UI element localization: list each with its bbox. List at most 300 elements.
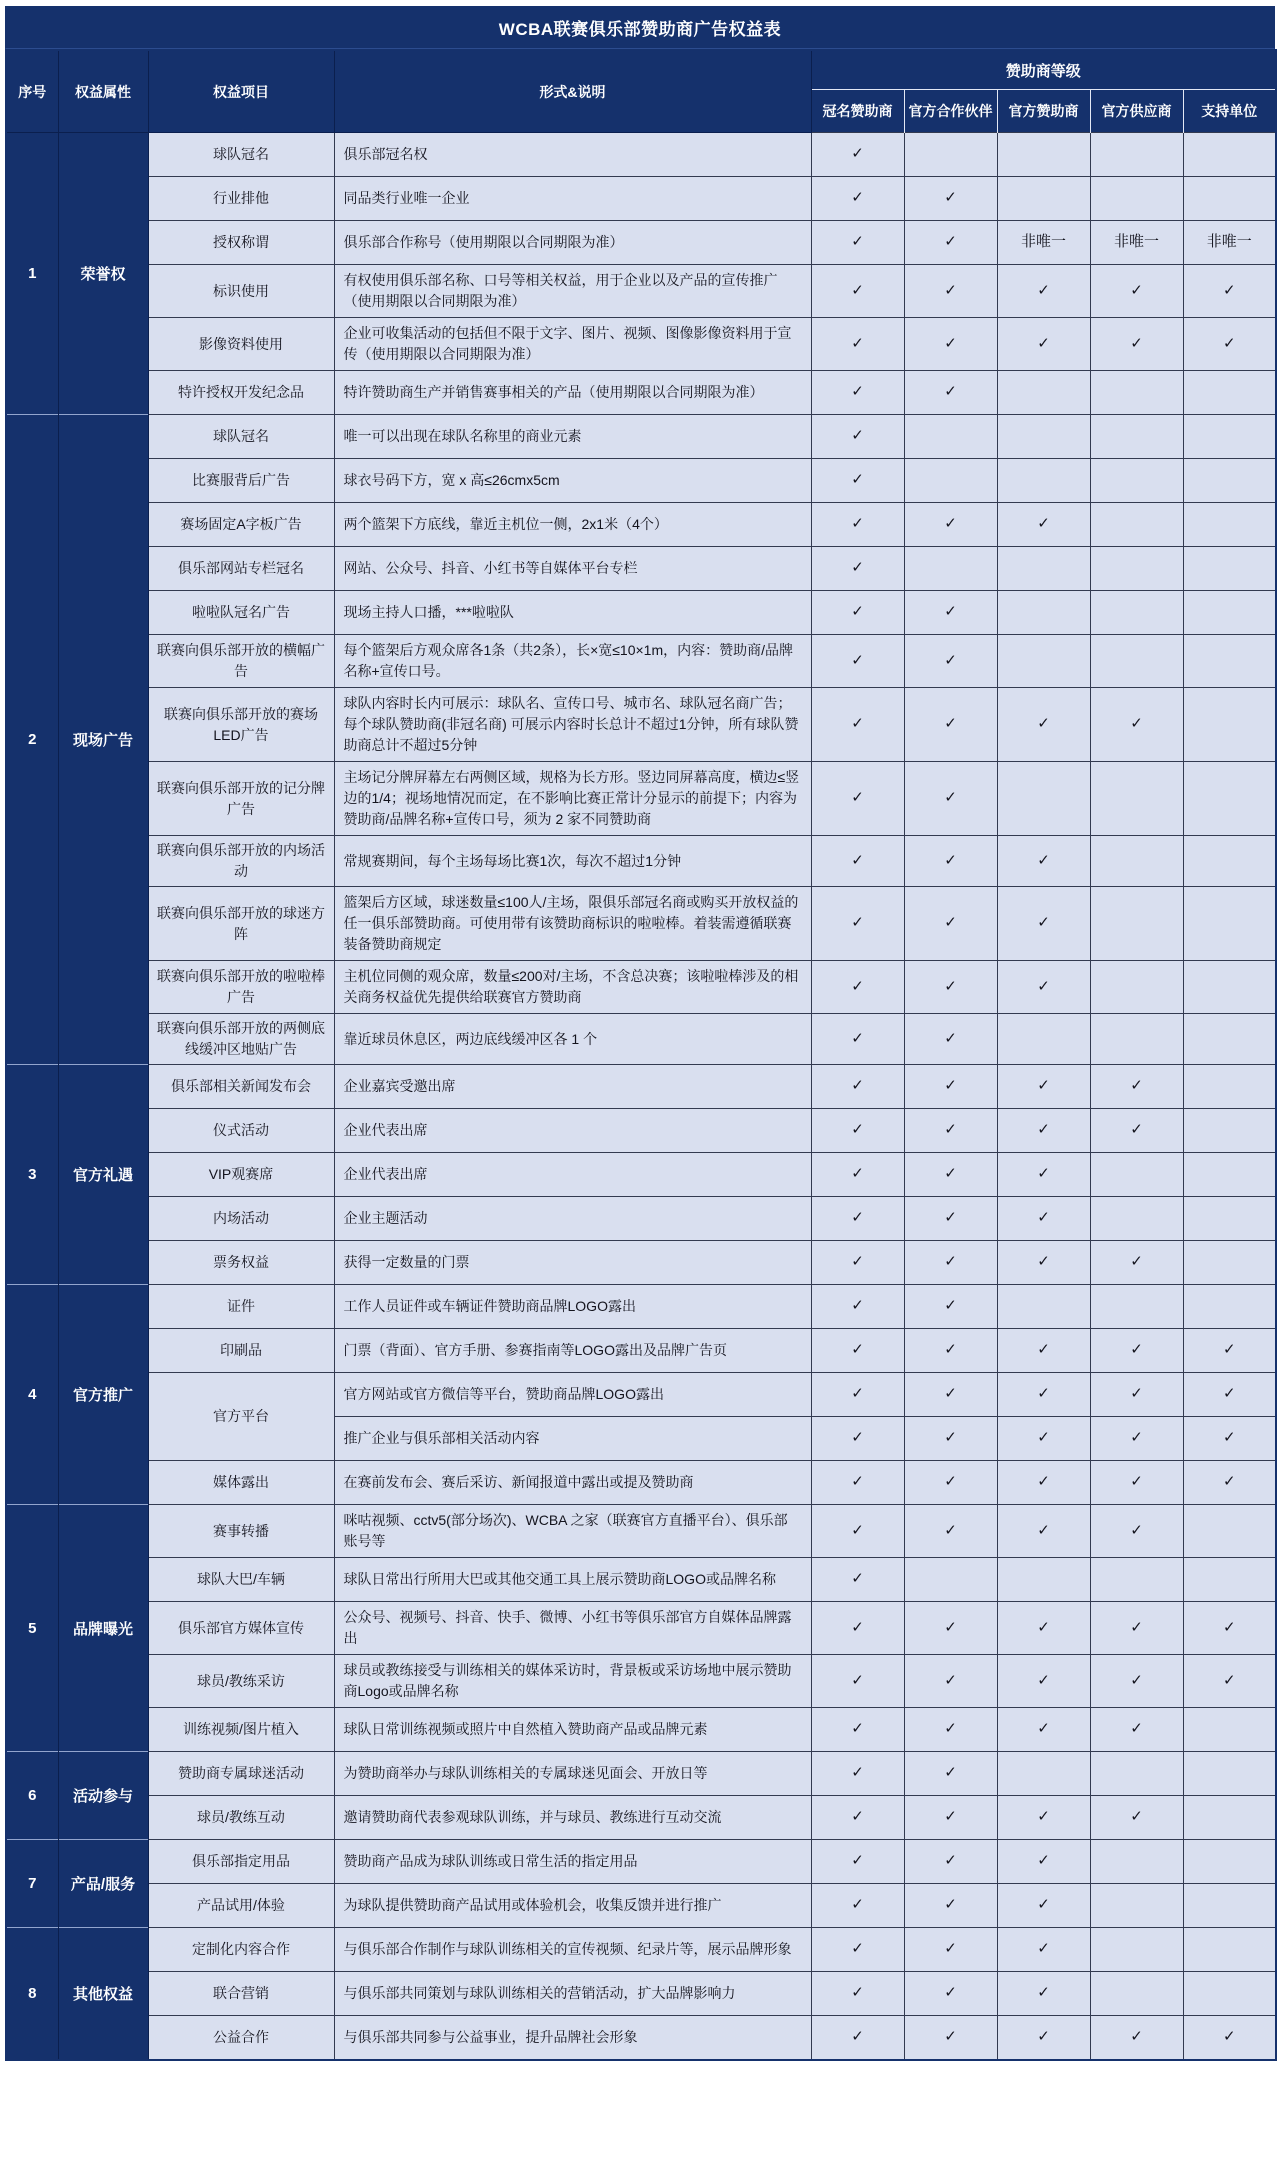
empty-mark-cell <box>1183 1796 1276 1840</box>
check-mark-cell: ✓ <box>997 1884 1090 1928</box>
check-mark-cell: ✓ <box>997 1505 1090 1558</box>
empty-mark-cell <box>1183 1285 1276 1329</box>
check-mark-cell: ✓ <box>811 1197 904 1241</box>
empty-mark-cell <box>997 1558 1090 1602</box>
form-cell: 篮架后方区域，球迷数量≤100人/主场，限俱乐部冠名商或购买开放权益的任一俱乐部赞助商。可使用带有该赞助商标识的啦啦棒。着装需遵循联赛装备赞助商规定 <box>334 887 811 961</box>
item-cell: VIP观赛席 <box>148 1153 334 1197</box>
item-cell: 球队大巴/车辆 <box>148 1558 334 1602</box>
check-mark-cell: ✓ <box>904 1329 997 1373</box>
check-mark-cell: ✓ <box>904 961 997 1014</box>
check-mark-cell: ✓ <box>1090 1109 1183 1153</box>
empty-mark-cell <box>1183 1197 1276 1241</box>
check-mark-cell: ✓ <box>997 1796 1090 1840</box>
table-row <box>6 1241 1276 1285</box>
col-header-level-title-sponsor: 冠名赞助商 <box>811 90 904 133</box>
item-cell: 比赛服背后广告 <box>148 459 334 503</box>
form-cell: 工作人员证件或车辆证件赞助商品牌LOGO露出 <box>334 1285 811 1329</box>
check-mark-cell: ✓ <box>997 1153 1090 1197</box>
empty-mark-cell <box>997 1752 1090 1796</box>
empty-mark-cell <box>1090 1558 1183 1602</box>
check-mark-cell: ✓ <box>811 1840 904 1884</box>
check-mark-cell: ✓ <box>811 1373 904 1417</box>
check-mark-cell: ✓ <box>997 1928 1090 1972</box>
check-mark-cell: ✓ <box>904 635 997 688</box>
empty-mark-cell <box>1183 1241 1276 1285</box>
empty-mark-cell <box>1183 547 1276 591</box>
check-mark-cell: ✓ <box>904 2016 997 2060</box>
check-mark-cell: ✓ <box>811 503 904 547</box>
check-mark-cell: ✓ <box>997 503 1090 547</box>
item-cell: 产品试用/体验 <box>148 1884 334 1928</box>
table-row <box>6 1972 1276 2016</box>
item-cell: 联赛向俱乐部开放的赛场LED广告 <box>148 688 334 762</box>
check-mark-cell: ✓ <box>997 887 1090 961</box>
empty-mark-cell <box>997 459 1090 503</box>
item-cell: 训练视频/图片植入 <box>148 1708 334 1752</box>
empty-mark-cell <box>904 133 997 177</box>
check-mark-cell: ✓ <box>811 762 904 836</box>
check-mark-cell: ✓ <box>811 459 904 503</box>
form-cell: 球衣号码下方，宽 x 高≤26cmx5cm <box>334 459 811 503</box>
empty-mark-cell <box>997 1285 1090 1329</box>
check-mark-cell: ✓ <box>1183 318 1276 371</box>
check-mark-cell: ✓ <box>904 371 997 415</box>
table-row <box>6 836 1276 887</box>
group-number-cell: 6 <box>6 1752 58 1840</box>
check-mark-cell: ✓ <box>904 1752 997 1796</box>
form-cell: 球员或教练接受与训练相关的媒体采访时，背景板或采访场地中展示赞助商Logo或品牌名称 <box>334 1655 811 1708</box>
check-mark-cell: ✓ <box>811 415 904 459</box>
check-mark-cell: ✓ <box>904 688 997 762</box>
check-mark-cell: ✓ <box>811 1461 904 1505</box>
check-mark-cell: ✓ <box>1183 265 1276 318</box>
check-mark-cell: ✓ <box>904 1065 997 1109</box>
check-mark-cell: ✓ <box>997 1655 1090 1708</box>
check-mark-cell: ✓ <box>904 1109 997 1153</box>
group-number-cell: 4 <box>6 1285 58 1505</box>
check-mark-cell: ✓ <box>997 1602 1090 1655</box>
table-row <box>6 1840 1276 1884</box>
check-mark-cell: ✓ <box>811 1972 904 2016</box>
empty-mark-cell <box>904 459 997 503</box>
check-mark-cell: ✓ <box>811 1796 904 1840</box>
group-attribute-cell: 荣誉权 <box>58 133 148 415</box>
check-mark-cell: ✓ <box>904 1602 997 1655</box>
item-cell: 赞助商专属球迷活动 <box>148 1752 334 1796</box>
form-cell: 球队日常训练视频或照片中自然植入赞助商产品或品牌元素 <box>334 1708 811 1752</box>
check-mark-cell: ✓ <box>904 591 997 635</box>
check-mark-cell: ✓ <box>997 1708 1090 1752</box>
item-cell: 公益合作 <box>148 2016 334 2060</box>
check-mark-cell: ✓ <box>1183 1373 1276 1417</box>
empty-mark-cell <box>904 1558 997 1602</box>
empty-mark-cell <box>997 762 1090 836</box>
empty-mark-cell <box>1183 1708 1276 1752</box>
empty-mark-cell <box>1090 1928 1183 1972</box>
empty-mark-cell <box>1183 1840 1276 1884</box>
empty-mark-cell <box>1090 547 1183 591</box>
check-mark-cell: ✓ <box>1090 1796 1183 1840</box>
empty-mark-cell <box>1183 133 1276 177</box>
check-mark-cell: ✓ <box>904 1708 997 1752</box>
check-mark-cell: ✓ <box>997 265 1090 318</box>
empty-mark-cell <box>1090 415 1183 459</box>
col-header-level-official-sponsor: 官方赞助商 <box>997 90 1090 133</box>
group-attribute-cell: 活动参与 <box>58 1752 148 1840</box>
empty-mark-cell <box>904 415 997 459</box>
check-mark-cell: ✓ <box>1090 1329 1183 1373</box>
form-cell: 网站、公众号、抖音、小红书等自媒体平台专栏 <box>334 547 811 591</box>
col-header-level-official-supplier: 官方供应商 <box>1090 90 1183 133</box>
empty-mark-cell <box>1183 1505 1276 1558</box>
col-header-level-support-unit: 支持单位 <box>1183 90 1276 133</box>
check-mark-cell: ✓ <box>1090 1461 1183 1505</box>
check-mark-cell: ✓ <box>904 1373 997 1417</box>
empty-mark-cell <box>1090 1840 1183 1884</box>
form-cell: 两个篮架下方底线，靠近主机位一侧，2x1米（4个） <box>334 503 811 547</box>
col-header-attribute: 权益属性 <box>58 50 148 133</box>
check-mark-cell: ✓ <box>1090 1505 1183 1558</box>
empty-mark-cell <box>1183 1153 1276 1197</box>
check-mark-cell: ✓ <box>1090 1417 1183 1461</box>
check-mark-cell: ✓ <box>811 221 904 265</box>
table-row <box>6 635 1276 688</box>
table-row <box>6 1796 1276 1840</box>
check-mark-cell: ✓ <box>811 1884 904 1928</box>
check-mark-cell: ✓ <box>904 1241 997 1285</box>
table-row <box>6 371 1276 415</box>
empty-mark-cell <box>1090 635 1183 688</box>
item-cell: 球队冠名 <box>148 415 334 459</box>
item-cell: 票务权益 <box>148 1241 334 1285</box>
check-mark-cell: ✓ <box>997 1972 1090 2016</box>
empty-mark-cell <box>1090 961 1183 1014</box>
item-cell: 特许授权开发纪念品 <box>148 371 334 415</box>
group-number-cell: 8 <box>6 1928 58 2060</box>
form-cell: 邀请赞助商代表参观球队训练，并与球员、教练进行互动交流 <box>334 1796 811 1840</box>
check-mark-cell: ✓ <box>904 318 997 371</box>
table-row <box>6 1373 1276 1417</box>
check-mark-cell: ✓ <box>811 1752 904 1796</box>
check-mark-cell: ✓ <box>997 961 1090 1014</box>
item-cell: 球员/教练互动 <box>148 1796 334 1840</box>
empty-mark-cell <box>997 1014 1090 1065</box>
form-cell: 靠近球员休息区，两边底线缓冲区各 1 个 <box>334 1014 811 1065</box>
empty-mark-cell <box>1090 503 1183 547</box>
check-mark-cell: ✓ <box>1183 1329 1276 1373</box>
empty-mark-cell <box>1090 887 1183 961</box>
check-mark-cell: ✓ <box>811 371 904 415</box>
check-mark-cell: ✓ <box>904 1655 997 1708</box>
form-cell: 现场主持人口播，***啦啦队 <box>334 591 811 635</box>
empty-mark-cell <box>1090 1153 1183 1197</box>
check-mark-cell: ✓ <box>811 1928 904 1972</box>
check-mark-cell: ✓ <box>904 762 997 836</box>
empty-mark-cell <box>1183 688 1276 762</box>
form-cell: 门票（背面）、官方手册、参赛指南等LOGO露出及品牌广告页 <box>334 1329 811 1373</box>
check-mark-cell: ✓ <box>904 1285 997 1329</box>
group-number-cell: 7 <box>6 1840 58 1928</box>
item-cell: 联合营销 <box>148 1972 334 2016</box>
empty-mark-cell <box>1183 1972 1276 2016</box>
table-row <box>6 1558 1276 1602</box>
check-mark-cell: ✓ <box>811 961 904 1014</box>
empty-mark-cell <box>997 371 1090 415</box>
col-header-item: 权益项目 <box>148 50 334 133</box>
empty-mark-cell <box>1183 762 1276 836</box>
table-row <box>6 133 1276 177</box>
empty-mark-cell <box>1183 459 1276 503</box>
check-mark-cell: ✓ <box>997 1461 1090 1505</box>
check-mark-cell: ✓ <box>904 836 997 887</box>
empty-mark-cell <box>1183 836 1276 887</box>
check-mark-cell: ✓ <box>904 1840 997 1884</box>
item-cell: 赛事转播 <box>148 1505 334 1558</box>
table-row <box>6 459 1276 503</box>
header-row-top <box>6 50 1276 90</box>
table-row <box>6 1014 1276 1065</box>
sponsor-rights-table <box>5 49 1277 2061</box>
item-cell: 证件 <box>148 1285 334 1329</box>
page-title: WCBA联赛俱乐部赞助商广告权益表 <box>5 6 1275 49</box>
check-mark-cell: ✓ <box>811 1065 904 1109</box>
check-mark-cell: ✓ <box>1090 1065 1183 1109</box>
check-mark-cell: ✓ <box>811 1558 904 1602</box>
empty-mark-cell <box>1183 1558 1276 1602</box>
check-mark-cell: ✓ <box>1090 2016 1183 2060</box>
group-number-cell: 3 <box>6 1065 58 1285</box>
empty-mark-cell <box>1183 1928 1276 1972</box>
empty-mark-cell <box>1090 133 1183 177</box>
check-mark-cell: ✓ <box>997 1241 1090 1285</box>
check-mark-cell: ✓ <box>811 688 904 762</box>
empty-mark-cell <box>1183 1752 1276 1796</box>
check-mark-cell: ✓ <box>1183 1461 1276 1505</box>
check-mark-cell: ✓ <box>1090 1241 1183 1285</box>
check-mark-cell: ✓ <box>904 221 997 265</box>
form-cell: 与俱乐部共同参与公益事业，提升品牌社会形象 <box>334 2016 811 2060</box>
group-attribute-cell: 现场广告 <box>58 415 148 1065</box>
item-cell: 俱乐部官方媒体宣传 <box>148 1602 334 1655</box>
table-row <box>6 1461 1276 1505</box>
empty-mark-cell <box>1183 503 1276 547</box>
col-header-sponsor-level-group: 赞助商等级 <box>811 50 1276 90</box>
check-mark-cell: ✓ <box>997 688 1090 762</box>
item-cell: 行业排他 <box>148 177 334 221</box>
form-cell: 主机位同侧的观众席，数量≤200对/主场，不含总决赛；该啦啦棒涉及的相关商务权益优先提供给联赛官方赞助商 <box>334 961 811 1014</box>
table-row <box>6 1655 1276 1708</box>
form-cell: 与俱乐部共同策划与球队训练相关的营销活动，扩大品牌影响力 <box>334 1972 811 2016</box>
form-cell: 俱乐部冠名权 <box>334 133 811 177</box>
form-cell: 公众号、视频号、抖音、快手、微博、小红书等俱乐部官方自媒体品牌露出 <box>334 1602 811 1655</box>
form-cell: 每个篮架后方观众席各1条（共2条），长×宽≤10×1m，内容：赞助商/品牌名称+宣传口号。 <box>334 635 811 688</box>
table-row <box>6 1752 1276 1796</box>
check-mark-cell: ✓ <box>904 1505 997 1558</box>
empty-mark-cell <box>1090 371 1183 415</box>
check-mark-cell: ✓ <box>904 1461 997 1505</box>
item-cell: 内场活动 <box>148 1197 334 1241</box>
check-mark-cell: ✓ <box>904 1928 997 1972</box>
check-mark-cell: ✓ <box>811 1014 904 1065</box>
form-cell: 唯一可以出现在球队名称里的商业元素 <box>334 415 811 459</box>
form-cell: 为赞助商举办与球队训练相关的专属球迷见面会、开放日等 <box>334 1752 811 1796</box>
item-cell: 联赛向俱乐部开放的内场活动 <box>148 836 334 887</box>
item-cell: 授权称谓 <box>148 221 334 265</box>
check-mark-cell: ✓ <box>904 265 997 318</box>
check-mark-cell: ✓ <box>811 1329 904 1373</box>
item-cell: 俱乐部相关新闻发布会 <box>148 1065 334 1109</box>
check-mark-cell: ✓ <box>904 177 997 221</box>
table-body <box>6 133 1276 2060</box>
form-cell: 企业代表出席 <box>334 1109 811 1153</box>
check-mark-cell: ✓ <box>997 1417 1090 1461</box>
table-header <box>6 50 1276 133</box>
group-attribute-cell: 产品/服务 <box>58 1840 148 1928</box>
item-cell: 影像资料使用 <box>148 318 334 371</box>
empty-mark-cell <box>997 635 1090 688</box>
empty-mark-cell <box>904 547 997 591</box>
empty-mark-cell <box>1183 371 1276 415</box>
table-row <box>6 221 1276 265</box>
empty-mark-cell <box>1183 591 1276 635</box>
check-mark-cell: ✓ <box>811 547 904 591</box>
item-cell: 标识使用 <box>148 265 334 318</box>
item-cell: 赛场固定A字板广告 <box>148 503 334 547</box>
table-row <box>6 591 1276 635</box>
check-mark-cell: ✓ <box>1090 318 1183 371</box>
table-row <box>6 318 1276 371</box>
empty-mark-cell <box>1090 459 1183 503</box>
check-mark-cell: ✓ <box>904 1153 997 1197</box>
empty-mark-cell <box>997 547 1090 591</box>
form-cell: 特许赞助商生产并销售赛事相关的产品（使用期限以合同期限为准） <box>334 371 811 415</box>
check-mark-cell: ✓ <box>811 887 904 961</box>
empty-mark-cell <box>1090 1972 1183 2016</box>
check-mark-cell: ✓ <box>811 836 904 887</box>
item-cell: 媒体露出 <box>148 1461 334 1505</box>
group-number-cell: 1 <box>6 133 58 415</box>
empty-mark-cell <box>997 133 1090 177</box>
table-row <box>6 688 1276 762</box>
check-mark-cell: ✓ <box>811 1153 904 1197</box>
item-cell: 球队冠名 <box>148 133 334 177</box>
table-row <box>6 1285 1276 1329</box>
empty-mark-cell <box>1090 1884 1183 1928</box>
item-cell: 球员/教练采访 <box>148 1655 334 1708</box>
non-exclusive-mark-cell: 非唯一 <box>1183 221 1276 265</box>
empty-mark-cell <box>1090 836 1183 887</box>
empty-mark-cell <box>1090 762 1183 836</box>
check-mark-cell: ✓ <box>811 1109 904 1153</box>
check-mark-cell: ✓ <box>811 1602 904 1655</box>
empty-mark-cell <box>1090 1197 1183 1241</box>
check-mark-cell: ✓ <box>997 1329 1090 1373</box>
group-attribute-cell: 品牌曝光 <box>58 1505 148 1752</box>
empty-mark-cell <box>1183 887 1276 961</box>
table-row <box>6 1602 1276 1655</box>
check-mark-cell: ✓ <box>811 318 904 371</box>
table-row <box>6 1109 1276 1153</box>
item-cell: 联赛向俱乐部开放的两侧底线缓冲区地贴广告 <box>148 1014 334 1065</box>
form-cell: 有权使用俱乐部名称、口号等相关权益，用于企业以及产品的宣传推广（使用期限以合同期限为准） <box>334 265 811 318</box>
item-cell: 俱乐部网站专栏冠名 <box>148 547 334 591</box>
col-header-level-official-partner: 官方合作伙伴 <box>904 90 997 133</box>
check-mark-cell: ✓ <box>1183 1602 1276 1655</box>
item-cell: 仪式活动 <box>148 1109 334 1153</box>
check-mark-cell: ✓ <box>811 133 904 177</box>
non-exclusive-mark-cell: 非唯一 <box>1090 221 1183 265</box>
form-cell: 与俱乐部合作制作与球队训练相关的宣传视频、纪录片等，展示品牌形象 <box>334 1928 811 1972</box>
check-mark-cell: ✓ <box>904 503 997 547</box>
check-mark-cell: ✓ <box>1090 1708 1183 1752</box>
check-mark-cell: ✓ <box>811 591 904 635</box>
group-attribute-cell: 官方礼遇 <box>58 1065 148 1285</box>
form-cell: 俱乐部合作称号（使用期限以合同期限为准） <box>334 221 811 265</box>
check-mark-cell: ✓ <box>1090 688 1183 762</box>
check-mark-cell: ✓ <box>811 1505 904 1558</box>
empty-mark-cell <box>1183 415 1276 459</box>
table-row <box>6 2016 1276 2060</box>
empty-mark-cell <box>1090 1285 1183 1329</box>
group-number-cell: 2 <box>6 415 58 1065</box>
empty-mark-cell <box>1090 177 1183 221</box>
form-cell: 企业代表出席 <box>334 1153 811 1197</box>
check-mark-cell: ✓ <box>1183 1655 1276 1708</box>
item-cell: 印刷品 <box>148 1329 334 1373</box>
form-cell: 赞助商产品成为球队训练或日常生活的指定用品 <box>334 1840 811 1884</box>
check-mark-cell: ✓ <box>997 1109 1090 1153</box>
empty-mark-cell <box>1183 177 1276 221</box>
item-cell: 联赛向俱乐部开放的球迷方阵 <box>148 887 334 961</box>
group-attribute-cell: 官方推广 <box>58 1285 148 1505</box>
check-mark-cell: ✓ <box>997 1197 1090 1241</box>
empty-mark-cell <box>997 591 1090 635</box>
form-cell: 为球队提供赞助商产品试用或体验机会，收集反馈并进行推广 <box>334 1884 811 1928</box>
table-row <box>6 1197 1276 1241</box>
check-mark-cell: ✓ <box>997 2016 1090 2060</box>
table-row <box>6 265 1276 318</box>
empty-mark-cell <box>1090 1752 1183 1796</box>
check-mark-cell: ✓ <box>904 1197 997 1241</box>
item-cell: 联赛向俱乐部开放的横幅广告 <box>148 635 334 688</box>
form-cell: 获得一定数量的门票 <box>334 1241 811 1285</box>
check-mark-cell: ✓ <box>1090 1373 1183 1417</box>
item-cell: 联赛向俱乐部开放的记分牌广告 <box>148 762 334 836</box>
form-cell: 球队内容时长内可展示：球队名、宣传口号、城市名、球队冠名商广告；每个球队赞助商(非冠名商) 可展示内容时长总计不超过1分钟，所有球队赞助商总计不超过5分钟 <box>334 688 811 762</box>
check-mark-cell: ✓ <box>811 635 904 688</box>
check-mark-cell: ✓ <box>811 177 904 221</box>
check-mark-cell: ✓ <box>1183 2016 1276 2060</box>
check-mark-cell: ✓ <box>1090 1655 1183 1708</box>
empty-mark-cell <box>1090 591 1183 635</box>
table-row <box>6 762 1276 836</box>
table-row <box>6 1928 1276 1972</box>
check-mark-cell: ✓ <box>904 1417 997 1461</box>
check-mark-cell: ✓ <box>997 1373 1090 1417</box>
table-row <box>6 547 1276 591</box>
group-attribute-cell: 其他权益 <box>58 1928 148 2060</box>
check-mark-cell: ✓ <box>904 1972 997 2016</box>
empty-mark-cell <box>1090 1014 1183 1065</box>
check-mark-cell: ✓ <box>997 836 1090 887</box>
empty-mark-cell <box>1183 1884 1276 1928</box>
form-cell: 球队日常出行所用大巴或其他交通工具上展示赞助商LOGO或品牌名称 <box>334 1558 811 1602</box>
check-mark-cell: ✓ <box>811 1708 904 1752</box>
item-cell: 联赛向俱乐部开放的啦啦棒广告 <box>148 961 334 1014</box>
table-row <box>6 1708 1276 1752</box>
check-mark-cell: ✓ <box>811 2016 904 2060</box>
form-cell: 企业可收集活动的包括但不限于文字、图片、视频、图像影像资料用于宣传（使用期限以合同期限为准） <box>334 318 811 371</box>
